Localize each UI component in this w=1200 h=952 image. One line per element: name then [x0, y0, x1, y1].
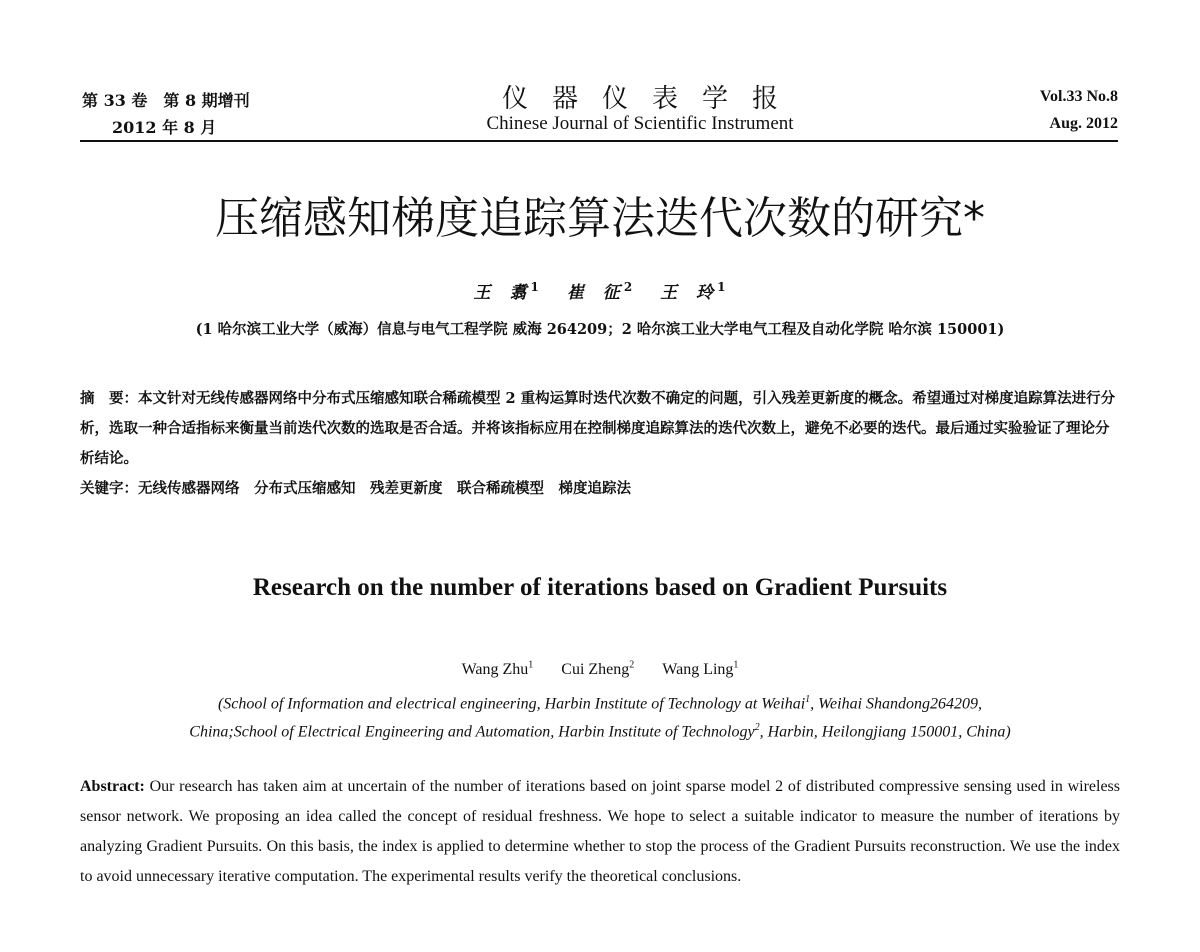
author-affiliation-mark: 1 — [528, 660, 534, 671]
affiliation-text: (School of Information and electrical engineering, Harbin Institute of Technology at Weihai — [217, 695, 806, 713]
abstract-text-cn: 本文针对无线传感器网络中分布式压缩感知联合稀疏模型 2 重构运算时迭代次数不确定的问题，引入残差更新度的概念。希望通过对梯度追踪算法进行分析，选取一种合适指标来衡量当前迭代次数的选取是否合适。并将该指标应用在控制梯度追踪算法的迭代次数上，避免不必要的迭代。最后通过实验验证了理论分析结论。 — [80, 390, 1116, 467]
author-affiliation-mark: 1 — [717, 280, 727, 295]
author-name: Wang Ling — [662, 661, 734, 679]
author-affiliation-mark: 2 — [629, 660, 635, 671]
author-cn — [566, 280, 634, 303]
header-volume-issue-cn: 第 33 卷 第 8 期增刊 — [82, 91, 250, 110]
author-cn — [660, 280, 727, 303]
affiliation-cn: (1 哈尔滨工业大学（威海）信息与电气工程学院 威海 264209；2 哈尔滨工业大学电气工程及自动化学院 哈尔滨 150001) — [195, 321, 1005, 338]
affiliation-text: , Harbin, Heilongjiang 150001, China) — [759, 723, 1011, 741]
paper-title-cn: 压缩感知梯度追踪算法迭代次数的研究* — [215, 193, 985, 244]
author-name: Cui Zheng — [561, 661, 630, 679]
author-name: 崔 征 — [566, 283, 621, 303]
affiliation-text: , Weihai Shandong264209, — [810, 695, 983, 713]
header-journal-name-en: Chinese Journal of Scientific Instrument — [486, 113, 794, 134]
author-name: 王 翥 — [473, 283, 528, 303]
abstract-en — [80, 772, 1120, 892]
paper-title-en: Research on the number of iterations based on Gradient Pursuits — [252, 574, 948, 601]
author-list-en — [0, 660, 1200, 679]
author-affiliation-mark: 1 — [530, 280, 540, 295]
affiliation-mark: 2 — [754, 722, 760, 733]
header-date-cn: 2012 年 8 月 — [112, 118, 217, 137]
author-en — [462, 661, 534, 678]
affiliation-text: China;School of Electrical Engineering and Automation, Harbin Institute of Technology — [189, 723, 755, 741]
keywords-label-cn: 关键字： — [80, 480, 138, 497]
author-affiliation-mark: 1 — [733, 660, 739, 671]
author-en — [561, 661, 634, 678]
header-volume-issue-en: Vol.33 No.8 — [1039, 88, 1118, 105]
abstract-label-en: Abstract: — [80, 778, 145, 795]
author-list-cn — [0, 278, 1200, 303]
author-en — [662, 661, 738, 678]
affiliation-mark: 1 — [805, 694, 811, 705]
keywords-text-cn: 无线传感器网络 分布式压缩感知 残差更新度 联合稀疏模型 梯度追踪法 — [138, 480, 631, 497]
header-date-en: Aug. 2012 — [1049, 115, 1118, 132]
affiliation-en-line2 — [80, 722, 1120, 741]
author-affiliation-mark: 2 — [623, 280, 634, 295]
affiliation-en-line1 — [80, 694, 1120, 713]
abstract-cn — [80, 384, 1120, 474]
header-divider — [80, 140, 1118, 142]
author-name: 王 玲 — [660, 283, 715, 303]
author-cn — [473, 280, 540, 303]
keywords-cn — [80, 474, 1120, 504]
abstract-label-cn: 摘 要： — [80, 390, 138, 407]
abstract-text-en: Our research has taken aim at uncertain of the number of iterations based on joint sparse model 2 of distributed compressive sensing used in wireless sensor network. We proposing an idea called the concept of residual freshness. We hope to select a suitable indicator to measure the number of iterations by analyzing Gradient Pursuits. On this basis, the index is applied to determine whether to stop the process of the Gradient Pursuits reconstruction. We use the index to avoid unnecessary iterative computation. The experimental results verify the theoretical conclusions. — [80, 778, 1121, 885]
author-name: Wang Zhu — [461, 661, 529, 679]
header-journal-name-cn: 仪器仪表学报 — [501, 84, 802, 114]
